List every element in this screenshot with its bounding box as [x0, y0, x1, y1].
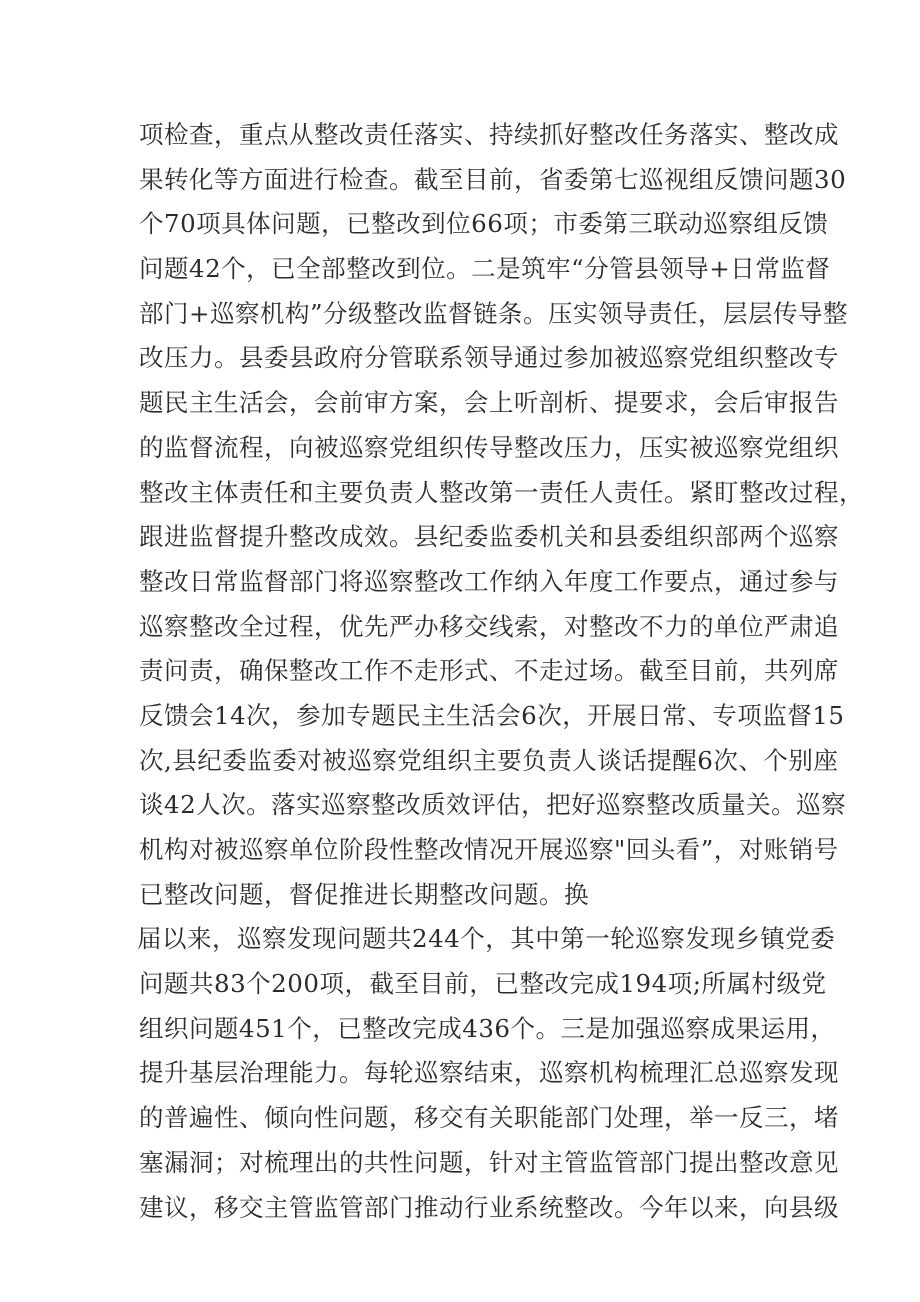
text-line-6: 改压力。县委县政府分管联系领导通过参加被巡察党组织整改专 — [139, 343, 839, 373]
text-line-21: 组织问题451个，已整改完成436个。三是加强巡察成果运用， — [139, 1013, 836, 1043]
text-line-3: 个70项具体问题，已整改到位66项；市委第三联动巡察组反馈 — [139, 209, 829, 239]
text-line-25: 建议，移交主管监管部门推动行业系统整改。今年以来，向县级 — [139, 1192, 839, 1222]
text-line-11: 整改日常监督部门将巡察整改工作纳入年度工作要点，通过参与 — [139, 566, 839, 596]
text-line-20: 问题共83个200项，截至目前，已整改完成194项;所属村级党 — [139, 969, 827, 999]
text-line-10: 跟进监督提升整改成效。县纪委监委机关和县委组织部两个巡察 — [139, 522, 839, 552]
document-body — [137, 113, 864, 1230]
text-line-14: 反馈会14次，参加专题民主生活会6次，开展日常、专项监督15 — [139, 700, 845, 730]
text-line-8: 的监督流程，向被巡察党组织传导整改压力，压实被巡察党组织 — [139, 432, 839, 462]
text-line-12: 巡察整改全过程，优先严办移交线索，对整改不力的单位严肃追 — [139, 611, 839, 641]
text-line-15: 次,县纪委监委对被巡察党组织主要负责人谈话提醒6次、个别座 — [139, 745, 839, 775]
text-line-13: 责问责，确保整改工作不走形式、不走过场。截至目前，共列席 — [139, 656, 839, 686]
text-line-16: 谈42人次。落实巡察整改质效评估，把好巡察整改质量关。巡察 — [139, 790, 847, 820]
text-line-19: 届以来，巡察发现问题共244个，其中第一轮巡察发现乡镇党委 — [137, 924, 836, 954]
text-line-5: 部门+巡察机构”分级整改监督链条。压实领导责任，层层传导整 — [139, 298, 849, 328]
text-line-4: 问题42个，已全部整改到位。二是筑牢“分管县领导+日常监督 — [139, 254, 831, 284]
text-line-18: 已整改问题，督促推进长期整改问题。换 — [139, 879, 589, 909]
text-line-1: 项检查，重点从整改责任落实、持续抓好整改任务落实、整改成 — [139, 120, 839, 149]
text-line-7: 题民主生活会，会前审方案，会上听剖析、提要求，会后审报告 — [139, 388, 839, 418]
text-line-24: 塞漏洞；对梳理出的共性问题，针对主管监管部门提出整改意见 — [139, 1147, 839, 1177]
text-line-23: 的普遍性、倾向性问题，移交有关职能部门处理，举一反三，堵 — [139, 1103, 839, 1133]
text-line-2: 果转化等方面进行检查。截至目前，省委第七巡视组反馈问题30 — [139, 164, 847, 194]
text-line-22: 提升基层治理能力。每轮巡察结束，巡察机构梳理汇总巡察发现 — [139, 1058, 839, 1088]
text-line-9: 整改主体责任和主要负责人整改第一责任人责任。紧盯整改过程， — [139, 477, 864, 507]
text-line-17: 机构对被巡察单位阶段性整改情况开展巡察"回头看”，对账销号 — [139, 835, 839, 864]
